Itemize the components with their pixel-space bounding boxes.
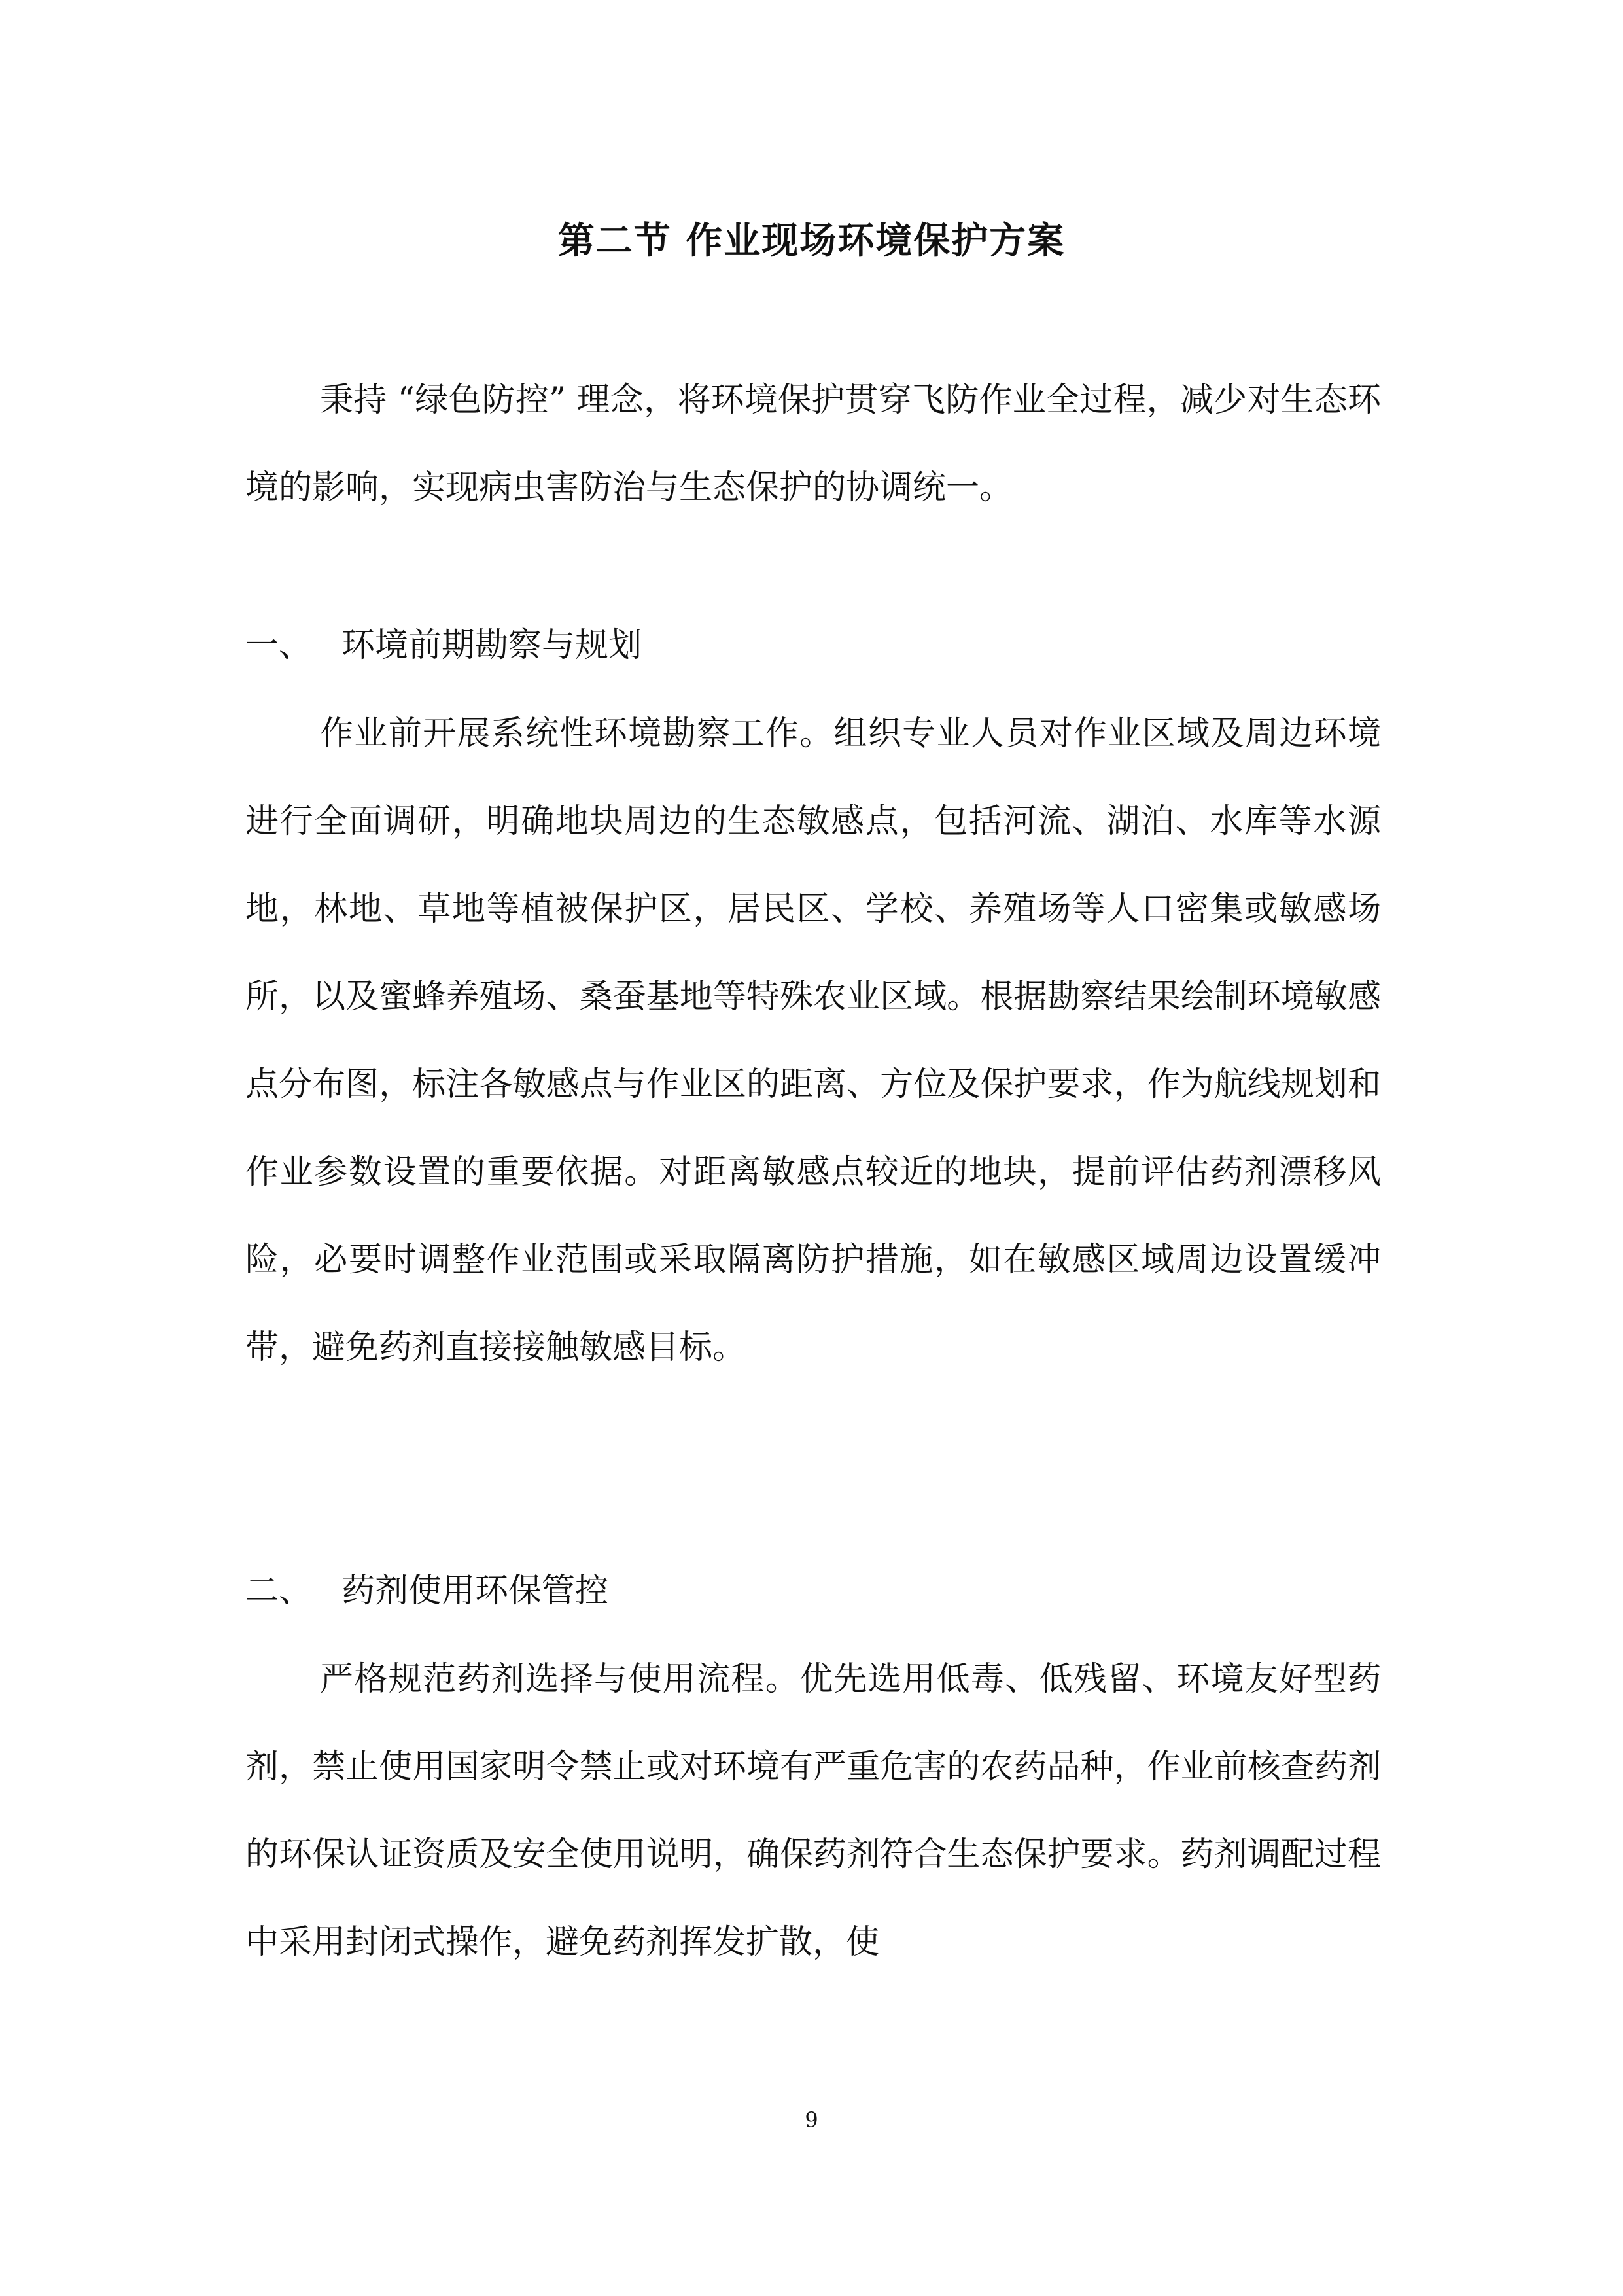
section-heading-text-1: 环境前期勘察与规划: [341, 626, 642, 665]
section-heading-text-2: 药剂使用环保管控: [341, 1572, 609, 1610]
section-heading-1: [245, 602, 1381, 690]
section-paragraph-2: 严格规范药剂选择与使用流程。优先选用低毒、低残留、环境友好型药剂，禁止使用国家明令禁止或对环境有严重危害的农药品种，作业前核查药剂的环保认证资质及安全使用说明，确保药剂符合生态保护要求。药剂调配过程中采用封闭式操作，避免药剂挥发扩散，使: [245, 1660, 1381, 1962]
section-number-1: 一、: [245, 626, 313, 665]
page-number: 9: [805, 2108, 818, 2132]
section-heading-2: [245, 1547, 1381, 1635]
section-number-2: 二、: [245, 1572, 313, 1610]
section-paragraph-1: 作业前开展系统性环境勘察工作。组织专业人员对作业区域及周边环境进行全面调研，明确地块周边的生态敏感点，包括河流、湖泊、水库等水源地，林地、草地等植被保护区，居民区、学校、养殖场等人口密集或敏感场所，以及蜜蜂养殖场、桑蚕基地等特殊农业区域。根据勘察结果绘制环境敏感点分布图，标注各敏感点与作业区的距离、方位及保护要求，作为航线规划和作业参数设置的重要依据。对距离敏感点较近的地块，提前评估药剂漂移风险，必要时调整作业范围或采取隔离防护措施，如在敏感区域周边设置缓冲带，避免药剂直接接触敏感目标。: [245, 715, 1381, 1367]
intro-paragraph: 秉持 “绿色防控” 理念，将环境保护贯穿飞防作业全过程，减少对生态环境的影响，实现病虫害防治与生态保护的协调统一。: [245, 381, 1381, 507]
section-title: 第二节 作业现场环境保护方案: [557, 219, 1066, 262]
